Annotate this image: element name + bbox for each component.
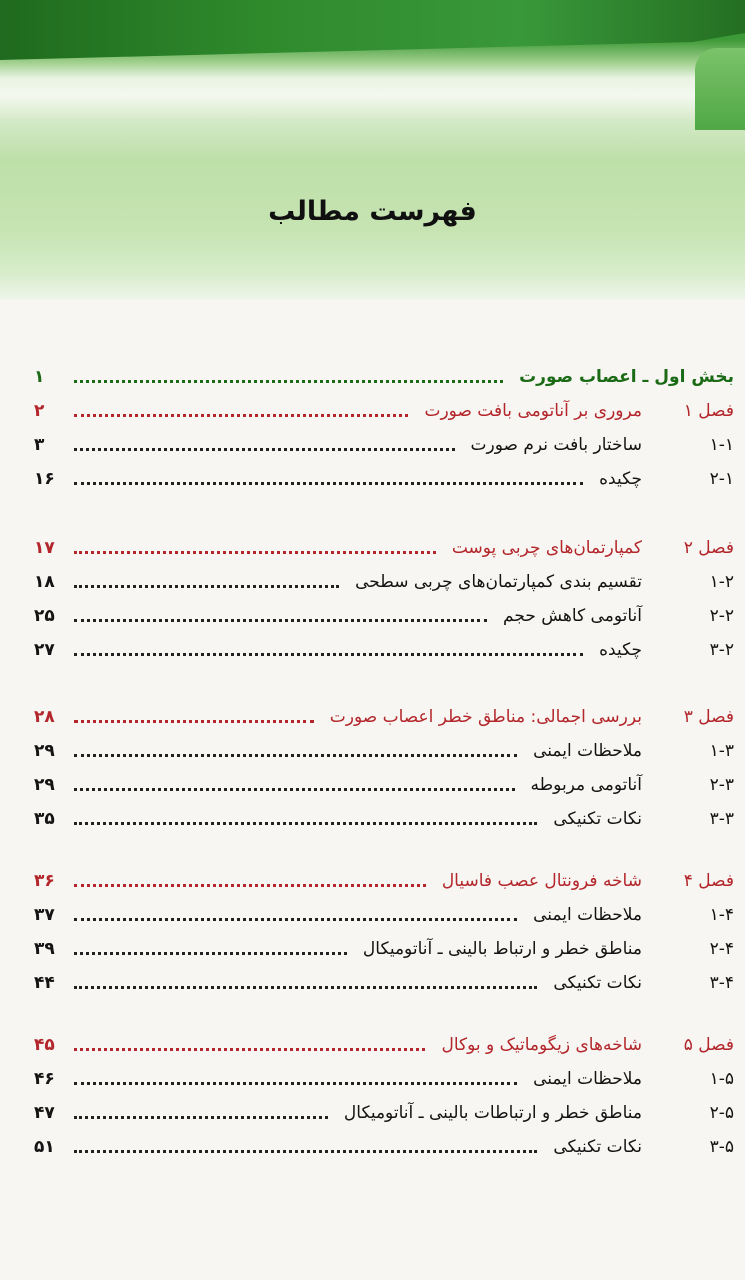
toc-page: ۲ xyxy=(34,401,45,421)
toc-label: نکات تکنیکی xyxy=(553,1137,642,1157)
toc-num: ۳-۴ xyxy=(709,973,734,993)
toc-chapter-5[interactable] xyxy=(34,1030,734,1060)
toc-num: ۱-۳ xyxy=(709,741,734,761)
toc-page: ۲۷ xyxy=(34,640,55,660)
toc-section-3-2[interactable] xyxy=(34,770,734,800)
toc-page: ۴۵ xyxy=(34,1035,55,1055)
toc-page: ۵۱ xyxy=(34,1137,55,1157)
toc-page: ۲۵ xyxy=(34,606,55,626)
toc-num: ۳-۳ xyxy=(709,809,734,829)
toc-page: ۱۷ xyxy=(34,538,55,558)
page-title: فهرست مطالب xyxy=(268,196,477,227)
toc-num: ۲-۵ xyxy=(709,1103,734,1123)
toc-label: بخش اول ـ اعصاب صورت xyxy=(519,367,734,387)
toc-label: چکیده xyxy=(599,640,642,660)
toc-section-1-2[interactable] xyxy=(34,464,734,494)
toc-num: ۲-۱ xyxy=(709,469,734,489)
toc-num: فصل ۴ xyxy=(683,871,734,891)
dot-leader xyxy=(74,1082,517,1085)
toc-page: ۱۶ xyxy=(34,469,55,489)
toc-label: تقسیم بندی کمپارتمان‌های چربی سطحی xyxy=(355,572,642,592)
toc-num: ۱-۱ xyxy=(709,435,734,455)
toc-label: کمپارتمان‌های چربی پوست xyxy=(451,538,642,558)
toc-num: ۱-۴ xyxy=(709,905,734,925)
dot-leader xyxy=(74,986,537,989)
dot-leader xyxy=(74,788,515,791)
toc-num: فصل ۲ xyxy=(683,538,734,558)
toc-chapter-1[interactable] xyxy=(34,396,734,426)
dot-leader xyxy=(74,1048,425,1051)
dot-leader xyxy=(74,653,583,656)
toc-label: آناتومی کاهش حجم xyxy=(503,606,642,626)
toc-page: ۴۷ xyxy=(34,1103,55,1123)
toc-label: نکات تکنیکی xyxy=(553,809,642,829)
toc-section-2-1[interactable] xyxy=(34,567,734,597)
toc-label: ملاحظات ایمنی xyxy=(533,741,642,761)
toc-page: ۳۶ xyxy=(34,871,55,891)
toc-page: ۳۵ xyxy=(34,809,55,829)
toc-section-3-3[interactable] xyxy=(34,804,734,834)
toc-section-4-1[interactable] xyxy=(34,900,734,930)
toc-label: نکات تکنیکی xyxy=(553,973,642,993)
dot-leader xyxy=(74,482,583,485)
toc-page: ۳ xyxy=(34,435,45,455)
toc-num: ۲-۴ xyxy=(709,939,734,959)
dot-leader xyxy=(74,551,436,554)
toc-page: ۱۸ xyxy=(34,572,55,592)
toc-label: آناتومی مربوطه xyxy=(530,775,642,795)
dot-leader xyxy=(74,720,314,723)
toc-num: فصل ۳ xyxy=(683,707,734,727)
toc-page: ۱ xyxy=(34,367,45,387)
toc-page: ۴۴ xyxy=(34,973,55,993)
toc-label: مناطق خطر و ارتباطات بالینی ـ آناتومیکال xyxy=(343,1103,642,1123)
corner-tab xyxy=(695,48,745,130)
dot-leader xyxy=(74,918,517,921)
toc-section-3-1[interactable] xyxy=(34,736,734,766)
toc-num: ۱-۵ xyxy=(709,1069,734,1089)
toc-label: ملاحظات ایمنی xyxy=(533,905,642,925)
toc-label: ملاحظات ایمنی xyxy=(533,1069,642,1089)
dot-leader xyxy=(74,380,503,383)
toc-num: ۱-۲ xyxy=(709,572,734,592)
toc-label: مناطق خطر و ارتباط بالینی ـ آناتومیکال xyxy=(362,939,642,959)
toc-label: چکیده xyxy=(599,469,642,489)
toc-page: ۴۶ xyxy=(34,1069,55,1089)
toc-page: ۲۹ xyxy=(34,775,55,795)
toc-section-5-3[interactable] xyxy=(34,1132,734,1162)
dot-leader xyxy=(74,1116,328,1119)
dot-leader xyxy=(74,952,347,955)
toc-page: ۲۸ xyxy=(34,707,55,727)
toc-num: فصل ۵ xyxy=(683,1035,734,1055)
toc-section-4-3[interactable] xyxy=(34,968,734,998)
toc-page: ۳۹ xyxy=(34,939,55,959)
toc-section-5-1[interactable] xyxy=(34,1064,734,1094)
dot-leader xyxy=(74,884,426,887)
toc-section-2-3[interactable] xyxy=(34,635,734,665)
toc-chapter-3[interactable] xyxy=(34,702,734,732)
toc-label: بررسی اجمالی: مناطق خطر اعصاب صورت xyxy=(329,707,642,727)
dot-leader xyxy=(74,822,537,825)
dot-leader xyxy=(74,585,339,588)
toc-section-2-2[interactable] xyxy=(34,601,734,631)
dot-leader xyxy=(74,754,517,757)
toc-num: ۲-۳ xyxy=(709,775,734,795)
toc-num: فصل ۱ xyxy=(683,401,734,421)
toc-label: ساختار بافت نرم صورت xyxy=(470,435,642,455)
toc-num: ۲-۲ xyxy=(709,606,734,626)
toc-num: ۳-۲ xyxy=(709,640,734,660)
header-band xyxy=(0,0,745,300)
toc-page: ۲۹ xyxy=(34,741,55,761)
toc-section-5-2[interactable] xyxy=(34,1098,734,1128)
toc-section-4-2[interactable] xyxy=(34,934,734,964)
toc-label: شاخه‌های زیگوماتیک و بوکال xyxy=(441,1035,642,1055)
dot-leader xyxy=(74,1150,537,1153)
dot-leader xyxy=(74,448,455,451)
toc-section-1-1[interactable] xyxy=(34,430,734,460)
toc-chapter-4[interactable] xyxy=(34,866,734,896)
toc-chapter-2[interactable] xyxy=(34,533,734,563)
toc-label: مروری بر آناتومی بافت صورت xyxy=(424,401,642,421)
dot-leader xyxy=(74,619,487,622)
toc-page: ۳۷ xyxy=(34,905,55,925)
toc-label: شاخه فرونتال عصب فاسیال xyxy=(441,871,642,891)
dot-leader xyxy=(74,414,408,417)
toc-part-1[interactable] xyxy=(34,362,734,392)
toc-num: ۳-۵ xyxy=(709,1137,734,1157)
